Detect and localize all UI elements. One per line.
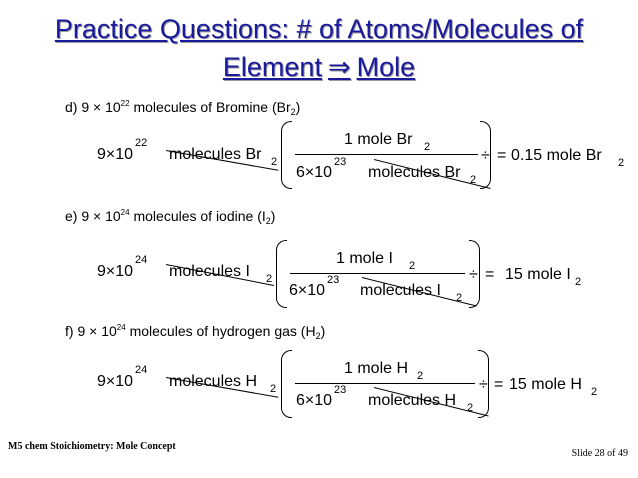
result: 15 mole I — [505, 266, 571, 283]
numerator: 1 mole I — [336, 250, 393, 267]
slide-title-line-2 — [0, 52, 638, 83]
equals-sign: = — [485, 266, 495, 283]
lead-quantity: 9×10 — [97, 373, 134, 390]
division-operator: ÷ — [481, 147, 490, 164]
title-mole-word: Mole — [356, 52, 416, 82]
lead-unit: molecules Br — [169, 146, 262, 163]
result-subscript: 2 — [591, 386, 598, 398]
footer-slide-number: Slide 28 of 49 — [571, 448, 628, 459]
problem-d-label: d) $9 \times 10^{22}$ molecules of Bromine $(Br_2)$ — [65, 99, 301, 117]
denominator-exponent: 23 — [327, 274, 340, 286]
denominator-quantity: 6×10 — [289, 282, 326, 299]
lead-exponent: 24 — [135, 254, 148, 266]
lead-unit: molecules I — [169, 263, 250, 280]
numerator: 1 mole Br — [344, 131, 413, 148]
problem-e-label: e) $9 \times 10^{24}$ molecules of iodine $(I_2)$ — [65, 208, 276, 226]
result-subscript: 2 — [575, 276, 582, 288]
left-parenthesis — [281, 121, 292, 189]
implies-arrow-icon: ⇒ — [327, 52, 351, 82]
fraction-bar — [295, 383, 475, 384]
fraction-bar — [290, 273, 465, 274]
result: 15 mole H — [509, 376, 582, 393]
fraction-bar — [295, 154, 478, 155]
problem-f-label: f) $9 \times 10^{24}$ molecules of hydrogen gas $(H_2)$ — [65, 323, 326, 341]
denominator-unit-subscript: 2 — [456, 292, 463, 304]
equals-sign: = — [494, 376, 504, 393]
footer-course-label: M5 chem Stoichiometry: Mole Concept — [8, 441, 176, 452]
denominator-unit: molecules H — [368, 392, 457, 409]
equals-sign: = — [497, 147, 507, 164]
denominator-unit: molecules Br — [368, 164, 461, 181]
title-element-word: Element — [222, 52, 322, 82]
result-subscript: 2 — [618, 157, 625, 169]
denominator-quantity: 6×10 — [296, 392, 333, 409]
denominator-exponent: 23 — [334, 384, 347, 396]
denominator-exponent: 23 — [334, 156, 347, 168]
denominator-unit-subscript: 2 — [470, 174, 477, 186]
left-parenthesis — [276, 240, 287, 308]
denominator-unit: molecules I — [360, 282, 441, 299]
division-operator: ÷ — [469, 266, 478, 283]
denominator-quantity: 6×10 — [296, 164, 333, 181]
result: 0.15 mole Br — [511, 147, 602, 164]
numerator-subscript: 2 — [409, 260, 416, 272]
lead-quantity: 9×10 — [97, 263, 134, 280]
lead-exponent: 22 — [135, 137, 148, 149]
lead-quantity: 9×10 — [97, 146, 134, 163]
denominator-unit-subscript: 2 — [467, 402, 474, 414]
slide-title-line-1: Practice Questions: # of Atoms/Molecules of — [54, 14, 584, 44]
division-operator: ÷ — [479, 376, 488, 393]
lead-exponent: 24 — [135, 364, 148, 376]
lead-unit-subscript: 2 — [271, 156, 278, 168]
lead-unit-subscript: 2 — [266, 273, 273, 285]
numerator-subscript: 2 — [417, 370, 424, 382]
numerator-subscript: 2 — [424, 141, 431, 153]
numerator: 1 mole H — [344, 360, 409, 377]
left-parenthesis — [281, 350, 292, 418]
lead-unit-subscript: 2 — [270, 383, 277, 395]
lead-unit: molecules H — [169, 373, 258, 390]
